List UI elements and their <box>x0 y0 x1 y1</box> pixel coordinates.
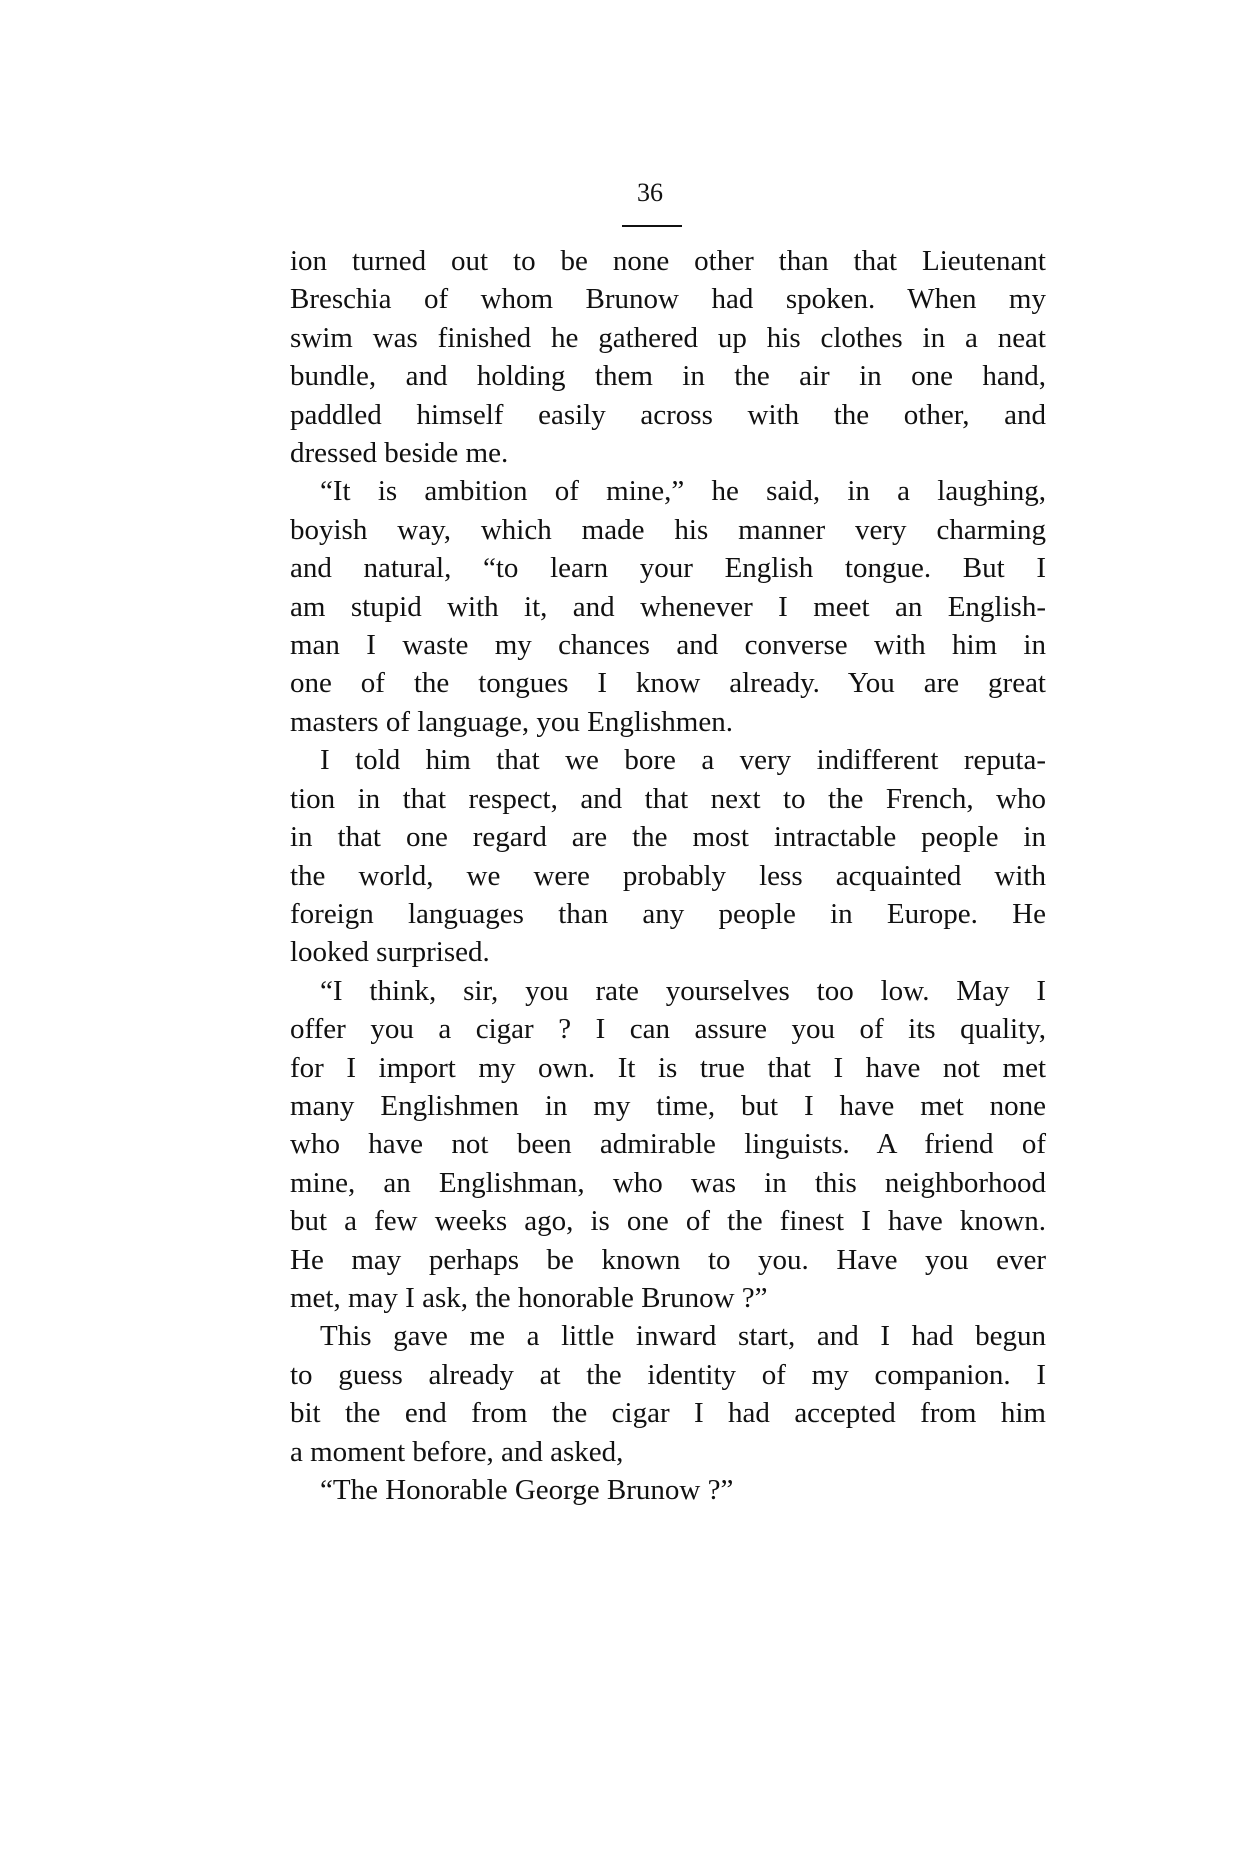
text-line: for I import my own. It is true that I have not met <box>290 1051 1046 1084</box>
text-line: many Englishmen in my time, but I have met none <box>290 1089 1046 1122</box>
text-line: to guess already at the identity of my companion. I <box>290 1358 1046 1391</box>
text-line: offer you a cigar ? I can assure you of its quality, <box>290 1013 1046 1046</box>
text-line: dressed beside me. <box>290 437 509 470</box>
text-line: Breschia of whom Brunow had spoken. When my <box>290 283 1046 316</box>
paragraph <box>290 1317 1046 1471</box>
paragraph <box>290 741 1046 971</box>
text-line: masters of language, you Englishmen. <box>290 705 733 738</box>
text-line: mine, an Englishman, who was in this neighborhood <box>290 1166 1046 1199</box>
text-line: bit the end from the cigar I had accepted from him <box>290 1397 1046 1430</box>
text-line: “I think, sir, you rate yourselves too low. May I <box>320 974 1046 1007</box>
text-line: who have not been admirable linguists. A friend of <box>290 1128 1046 1161</box>
body-text <box>290 242 1046 1509</box>
text-line: but a few weeks ago, is one of the finest I have known. <box>290 1205 1046 1238</box>
text-line: and natural, “to learn your English tongue. But I <box>290 552 1046 585</box>
text-line: am stupid with it, and whenever I meet an English- <box>290 590 1046 623</box>
text-line: ion turned out to be none other than that Lieutenant <box>290 245 1046 277</box>
text-line: “The Honorable George Brunow ?” <box>320 1474 734 1506</box>
text-line: He may perhaps be known to you. Have you ever <box>290 1243 1046 1276</box>
paragraph <box>290 1471 1046 1509</box>
text-line: in that one regard are the most intractable people in <box>290 821 1046 854</box>
text-line: swim was finished he gathered up his clothes in a neat <box>290 321 1046 354</box>
paragraph <box>290 242 1046 472</box>
text-line: paddled himself easily across with the other, and <box>290 398 1046 431</box>
text-line: bundle, and holding them in the air in one hand, <box>290 360 1046 393</box>
text-line: man I waste my chances and converse with him in <box>290 629 1046 662</box>
text-line: looked surprised. <box>290 936 490 969</box>
text-line: boyish way, which made his manner very charming <box>290 513 1046 546</box>
text-line: This gave me a little inward start, and I had begun <box>320 1320 1046 1353</box>
text-line: one of the tongues I know already. You are great <box>290 667 1046 700</box>
text-line: met, may I ask, the honorable Brunow ?” <box>290 1281 768 1314</box>
text-line: a moment before, and asked, <box>290 1435 624 1468</box>
text-line: “It is ambition of mine,” he said, in a laughing, <box>320 475 1046 508</box>
page-number-rule <box>622 225 682 227</box>
text-line: foreign languages than any people in Europe. He <box>290 897 1046 930</box>
text-line: I told him that we bore a very indifferent reputa- <box>320 744 1046 777</box>
paragraph <box>290 472 1046 741</box>
text-line: tion in that respect, and that next to the French, who <box>290 782 1046 815</box>
page-number: 36 <box>637 178 663 207</box>
paragraph <box>290 972 1046 1318</box>
text-line: the world, we were probably less acquainted with <box>290 859 1046 892</box>
